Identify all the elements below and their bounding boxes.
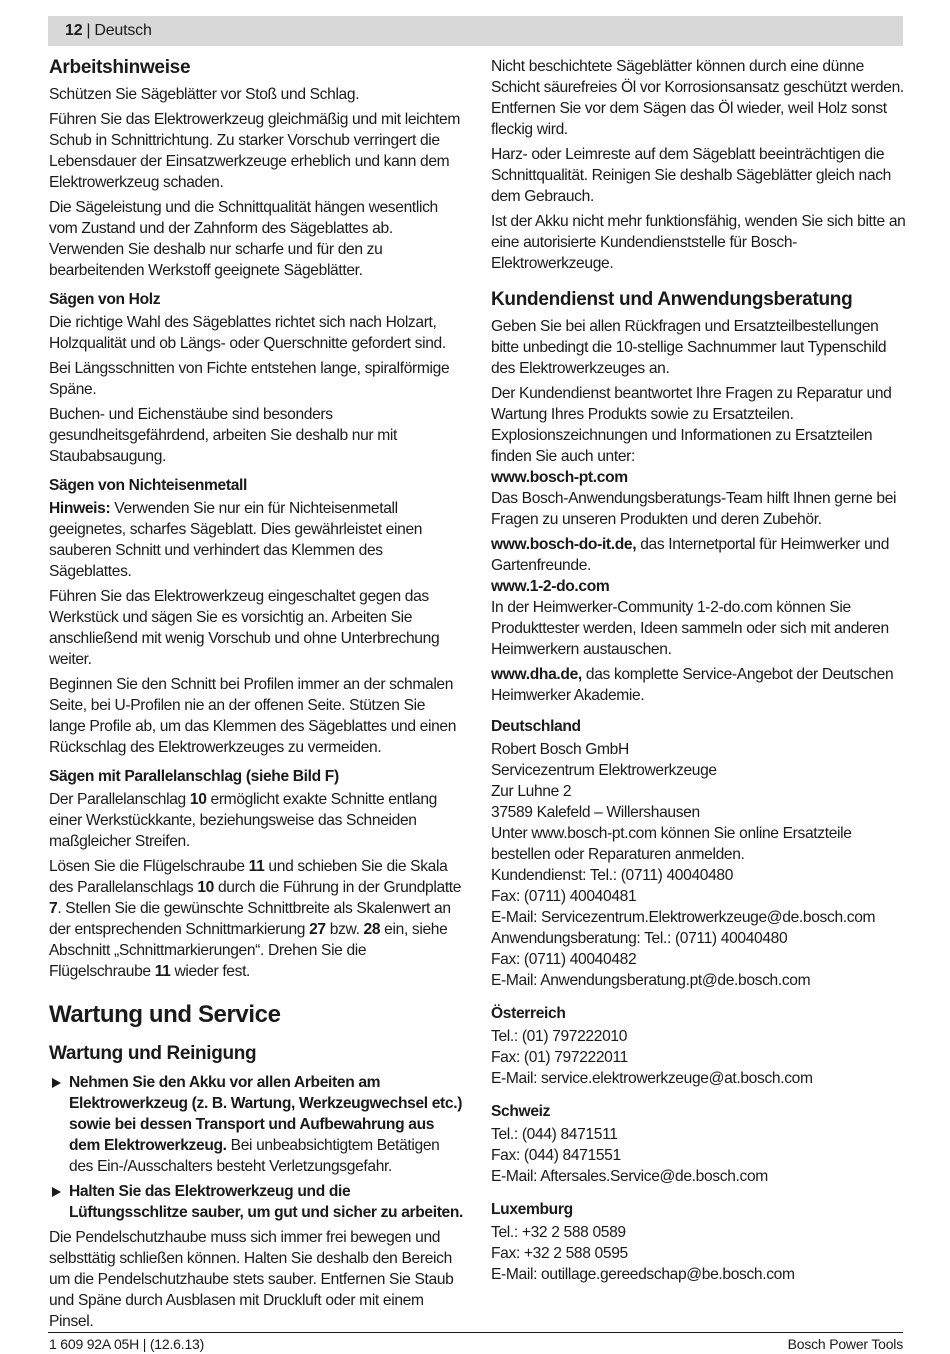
address-line: Zur Luhne 2 xyxy=(491,783,572,800)
link-bosch-pt[interactable]: www.bosch-pt.com xyxy=(491,469,628,486)
text-run: bzw. xyxy=(325,921,364,938)
paragraph: Führen Sie das Elektrowerkzeug gleichmäßig und mit leichtem Schub in Schnittrichtung. Zu starker Vorschub verringert die Lebensdauer der Einsatzwerkzeuge erheblich und kann dem Elektrowerkzeug schaden. xyxy=(49,111,460,191)
paragraph: Buchen- und Eichenstäube sind besonders gesundheitsgefährdend, arbeiten Sie deshalb nur mit Staubabsaugung. xyxy=(49,406,397,465)
link-1-2-do[interactable]: www.1-2-do.com xyxy=(491,578,610,595)
part-number: 7 xyxy=(49,900,58,917)
text-run: und schieben Sie die Skala des Parallelanschlags xyxy=(49,858,448,896)
paragraph: Die Pendelschutzhaube muss sich immer frei bewegen und selbsttätig schließen können. Halten Sie deshalb den Bereich um die Pendelschutzhaube stets sauber. Entfernen Sie Staub und Späne durch Ausblasen mit Druckluft oder mit einem Pinsel. xyxy=(49,1229,454,1330)
link-bosch-do-it[interactable]: www.bosch-do-it.de, xyxy=(491,536,637,553)
header-separator: | xyxy=(86,22,91,39)
page-header xyxy=(48,16,903,46)
text-run: durch die Führung in der Grundplatte xyxy=(214,879,462,896)
section-title-wartung-reinigung: Wartung und Reinigung xyxy=(49,1043,257,1064)
address-line: Tel.: +32 2 588 0589 xyxy=(491,1224,626,1241)
address-line: Servicezentrum Elektrowerkzeuge xyxy=(491,762,717,779)
address-line: Anwendungsberatung: Tel.: (0711) 40040480 xyxy=(491,930,788,947)
hinweis-text: Verwenden Sie nur ein für Nichteisenmetall geeignetes, scharfes Sägeblatt. Dies gewährleistet einen sauberen Schnitt und verhindert das Klemmen des Sägeblattes. xyxy=(49,500,423,580)
part-number: 11 xyxy=(154,963,171,980)
bullet-bold-text: Halten Sie das Elektrowerkzeug und die Lüftungsschlitze sauber, um gut und sicher zu arbeiten. xyxy=(69,1183,464,1221)
address-line: Unter www.bosch-pt.com können Sie online Ersatzteile bestellen oder Reparaturen anmelden. xyxy=(491,825,852,863)
address-line: Fax: (044) 8471551 xyxy=(491,1147,621,1164)
text-run: Der Parallelanschlag xyxy=(49,791,190,808)
address-line: Fax: (01) 797222011 xyxy=(491,1049,628,1066)
country-title-luxemburg: Luxemburg xyxy=(491,1201,573,1218)
text-run: ein, siehe Abschnitt „Schnittmarkierungen“. Drehen Sie die Flügelschraube xyxy=(49,921,448,980)
part-number: 10 xyxy=(197,879,214,896)
address-line: E-Mail: outillage.gereedschap@be.bosch.com xyxy=(491,1266,795,1283)
address-line: E-Mail: Servicezentrum.Elektrowerkzeuge@de.bosch.com xyxy=(491,909,876,926)
header-language: Deutsch xyxy=(94,22,152,39)
paragraph-hinweis xyxy=(49,498,465,582)
paragraph xyxy=(491,534,907,576)
paragraph: Führen Sie das Elektrowerkzeug eingeschaltet gegen das Werkstück und sägen Sie es vorsichtig an. Arbeiten Sie anschließend mit wenig Vorschub und ohne Unterbrechung weiter. xyxy=(49,588,440,668)
country-title-schweiz: Schweiz xyxy=(491,1103,551,1120)
bullet-triangle-icon xyxy=(52,1078,61,1088)
footer-document-id: 1 609 92A 05H | (12.6.13) xyxy=(49,1336,205,1352)
address-block-schweiz xyxy=(491,1124,907,1187)
paragraph: Der Kundendienst beantwortet Ihre Fragen zu Reparatur und Wartung Ihres Produkts sowie zu Ersatzteilen. Explosionszeichnungen und Informationen zu Ersatzteilen finden Sie auch unter: xyxy=(491,385,892,465)
subsection-title-parallelanschlag: Sägen mit Parallelanschlag (siehe Bild F) xyxy=(49,768,339,785)
link-dha[interactable]: www.dha.de, xyxy=(491,666,582,683)
bullet-item xyxy=(49,1181,465,1223)
text-run: das Internetportal für Heimwerker und Gartenfreunde. xyxy=(491,536,890,574)
paragraph: Die richtige Wahl des Sägeblattes richtet sich nach Holzart, Holzqualität und ob Längs- oder Querschnitte gefordert sind. xyxy=(49,314,446,352)
address-line: Tel.: (01) 797222010 xyxy=(491,1028,628,1045)
text-run: Lösen Sie die Flügelschraube xyxy=(49,858,249,875)
paragraph xyxy=(491,664,907,706)
part-number: 28 xyxy=(363,921,381,938)
paragraph: In der Heimwerker-Community 1-2-do.com können Sie Produkttester werden, Ideen sammeln oder sich mit anderen Heimwerkern austauschen. xyxy=(491,599,889,658)
address-line: E-Mail: Aftersales.Service@de.bosch.com xyxy=(491,1168,768,1185)
paragraph: Schützen Sie Sägeblätter vor Stoß und Schlag. xyxy=(49,86,360,103)
address-line: Robert Bosch GmbH xyxy=(491,741,629,758)
address-block-oesterreich xyxy=(491,1026,907,1089)
paragraph: Die Sägeleistung und die Schnittqualität hängen wesentlich vom Zustand und der Zahnform des Sägeblattes ab. Verwenden Sie deshalb nur scharfe und für den zu bearbeitenden Werkstoff geeignete Sägeblätter. xyxy=(49,199,438,279)
paragraph: Bei Längsschnitten von Fichte entstehen lange, spiralförmige Späne. xyxy=(49,360,450,398)
section-title-arbeitshinweise: Arbeitshinweise xyxy=(49,57,191,78)
paragraph: Beginnen Sie den Schnitt bei Profilen immer an der schmalen Seite, bei U-Profilen nie an der offenen Seite. Stützen Sie lange Profile ab, um das Klemmen des Sägeblattes und einen Rückschlag des Elektrowerkzeuges zu vermeiden. xyxy=(49,676,457,756)
part-number: 10 xyxy=(189,791,207,808)
paragraph xyxy=(49,789,465,852)
bullet-item xyxy=(49,1072,465,1177)
address-line: E-Mail: service.elektrowerkzeuge@at.bosch.com xyxy=(491,1070,813,1087)
text-run: . Stellen Sie die gewünschte Schnittbreite als Skalenwert an der entsprechenden Schnittmarkierung xyxy=(49,900,451,938)
left-column xyxy=(49,56,465,1336)
address-block-luxemburg xyxy=(491,1222,907,1285)
paragraph: Nicht beschichtete Sägeblätter können durch eine dünne Schicht säurefreies Öl vor Korrosionsansatz geschützt werden. Entfernen Sie vor dem Sägen das Öl wieder, weil Holz sonst fleckig wird. xyxy=(491,58,904,138)
address-line: Fax: (0711) 40040481 xyxy=(491,888,637,905)
section-title-kundendienst: Kundendienst und Anwendungsberatung xyxy=(491,289,853,310)
country-title-oesterreich: Österreich xyxy=(491,1005,566,1022)
address-block-deutschland xyxy=(491,739,907,991)
bullet-text: Bei unbeabsichtigtem Betätigen des Ein-/Ausschalters besteht Verletzungsgefahr. xyxy=(69,1137,440,1175)
footer-brand: Bosch Power Tools xyxy=(787,1336,903,1352)
paragraph: Ist der Akku nicht mehr funktionsfähig, wenden Sie sich bitte an eine autorisierte Kundendienststelle für Bosch-Elektrowerkzeuge. xyxy=(491,213,906,272)
part-number: 11 xyxy=(248,858,265,875)
bullet-bold-text: Nehmen Sie den Akku vor allen Arbeiten am Elektrowerkzeug (z. B. Wartung, Werkzeugwechsel etc.) sowie bei dessen Transport und Aufbewahrung aus dem Elektrowerkzeug. xyxy=(69,1074,463,1154)
text-run: das komplette Service-Angebot der Deutschen Heimwerker Akademie. xyxy=(491,666,894,704)
hinweis-label: Hinweis: xyxy=(49,500,111,517)
part-number: 27 xyxy=(309,921,326,938)
right-column xyxy=(491,56,907,1285)
paragraph xyxy=(49,856,465,982)
footer-rule xyxy=(48,1332,903,1333)
address-line: Fax: +32 2 588 0595 xyxy=(491,1245,628,1262)
address-line: E-Mail: Anwendungsberatung.pt@de.bosch.com xyxy=(491,972,811,989)
text-run: wieder fest. xyxy=(170,963,251,980)
text-run: ermöglicht exakte Schnitte entlang einer Werkstückkante, beziehungsweise das Schneiden maßgleicher Streifen. xyxy=(49,791,437,850)
bullet-triangle-icon xyxy=(52,1187,61,1197)
page-number: 12 xyxy=(65,22,83,39)
chapter-title-wartung-service: Wartung und Service xyxy=(49,1001,281,1028)
country-title-deutschland: Deutschland xyxy=(491,718,581,735)
address-line: Fax: (0711) 40040482 xyxy=(491,951,637,968)
address-line: Tel.: (044) 8471511 xyxy=(491,1126,618,1143)
subsection-title-nichteisenmetall: Sägen von Nichteisenmetall xyxy=(49,477,248,494)
address-line: Kundendienst: Tel.: (0711) 40040480 xyxy=(491,867,734,884)
paragraph: Das Bosch-Anwendungsberatungs-Team hilft Ihnen gerne bei Fragen zu unseren Produkten und deren Zubehör. xyxy=(491,490,897,528)
subsection-title-holz: Sägen von Holz xyxy=(49,291,161,308)
paragraph: Harz- oder Leimreste auf dem Sägeblatt beeinträchtigen die Schnittqualität. Reinigen Sie deshalb Sägeblätter gleich nach dem Gebrauch. xyxy=(491,146,891,205)
paragraph: Geben Sie bei allen Rückfragen und Ersatzteilbestellungen bitte unbedingt die 10-stellige Sachnummer laut Typenschild des Elektrowerkzeuges an. xyxy=(491,318,887,377)
address-line: 37589 Kalefeld – Willershausen xyxy=(491,804,700,821)
